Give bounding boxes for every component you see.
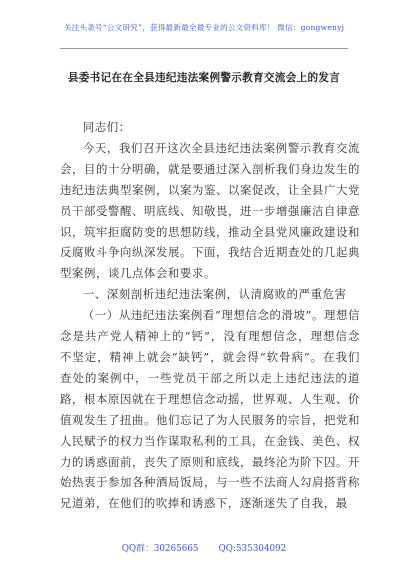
- footer-qq-group: QQ群：30265665: [121, 544, 199, 554]
- header-note: 关注头条号“公文研究”，获得最新最全最专业的公文资料库！ 微信：gongwenyj: [63, 23, 345, 32]
- paragraph-intro: 今天，我们召开这次全县违纪违法案例警示教育交流会，目的十分明确，就是要通过深入剖析我们身边发生的违纪违法典型案例，以案为鉴、以案促改，让全县广大党员干部受警醒、明底线、知敬畏，进一步增强廉洁自律意识，筑牢拒腐防变的思想防线，推动全县党风廉政建设和反腐败斗争向纵深发展。下面，我结合近期查处的几起典型案例，谈几点体会和要求。: [60, 140, 360, 281]
- salutation: 同志们：: [82, 120, 131, 134]
- document-title: 县委书记在在全县违纪违法案例警示教育交流会上的发言: [67, 72, 341, 84]
- header-divider: [60, 48, 348, 49]
- document-body: [60, 117, 360, 514]
- paragraph-ideals: （一）从违纪违法案例看“理想信念的滑坡”。理想信念是共产党人精神上的“钙”，没有理想信念，理想信念不坚定，精神上就会“缺钙”，就会得“软骨病”。在我们查处的案例中，一些党员干部之所以走上违纪违法的道路，根本原因就在于理想信念动摇，世界观、人生观、价值观发生了扭曲。他们忘记了为人民服务的宗旨，把党和人民赋予的权力当作谋取私利的工具，在金钱、美色、权力的诱惑面前，丧失了原则和底线，最终沦为阶下囚。开始热衷于参加各种酒局饭局，与一些不法商人勾肩搭背称兄道弟，在他们的吹捧和诱惑下，逐渐迷失了自我，最: [60, 308, 360, 511]
- footer-contact: [0, 541, 408, 554]
- footer-qq-number: QQ:535304092: [218, 544, 287, 554]
- section-heading: 一、深刻剖析违纪违法案例，认清腐败的严重危害: [82, 287, 347, 302]
